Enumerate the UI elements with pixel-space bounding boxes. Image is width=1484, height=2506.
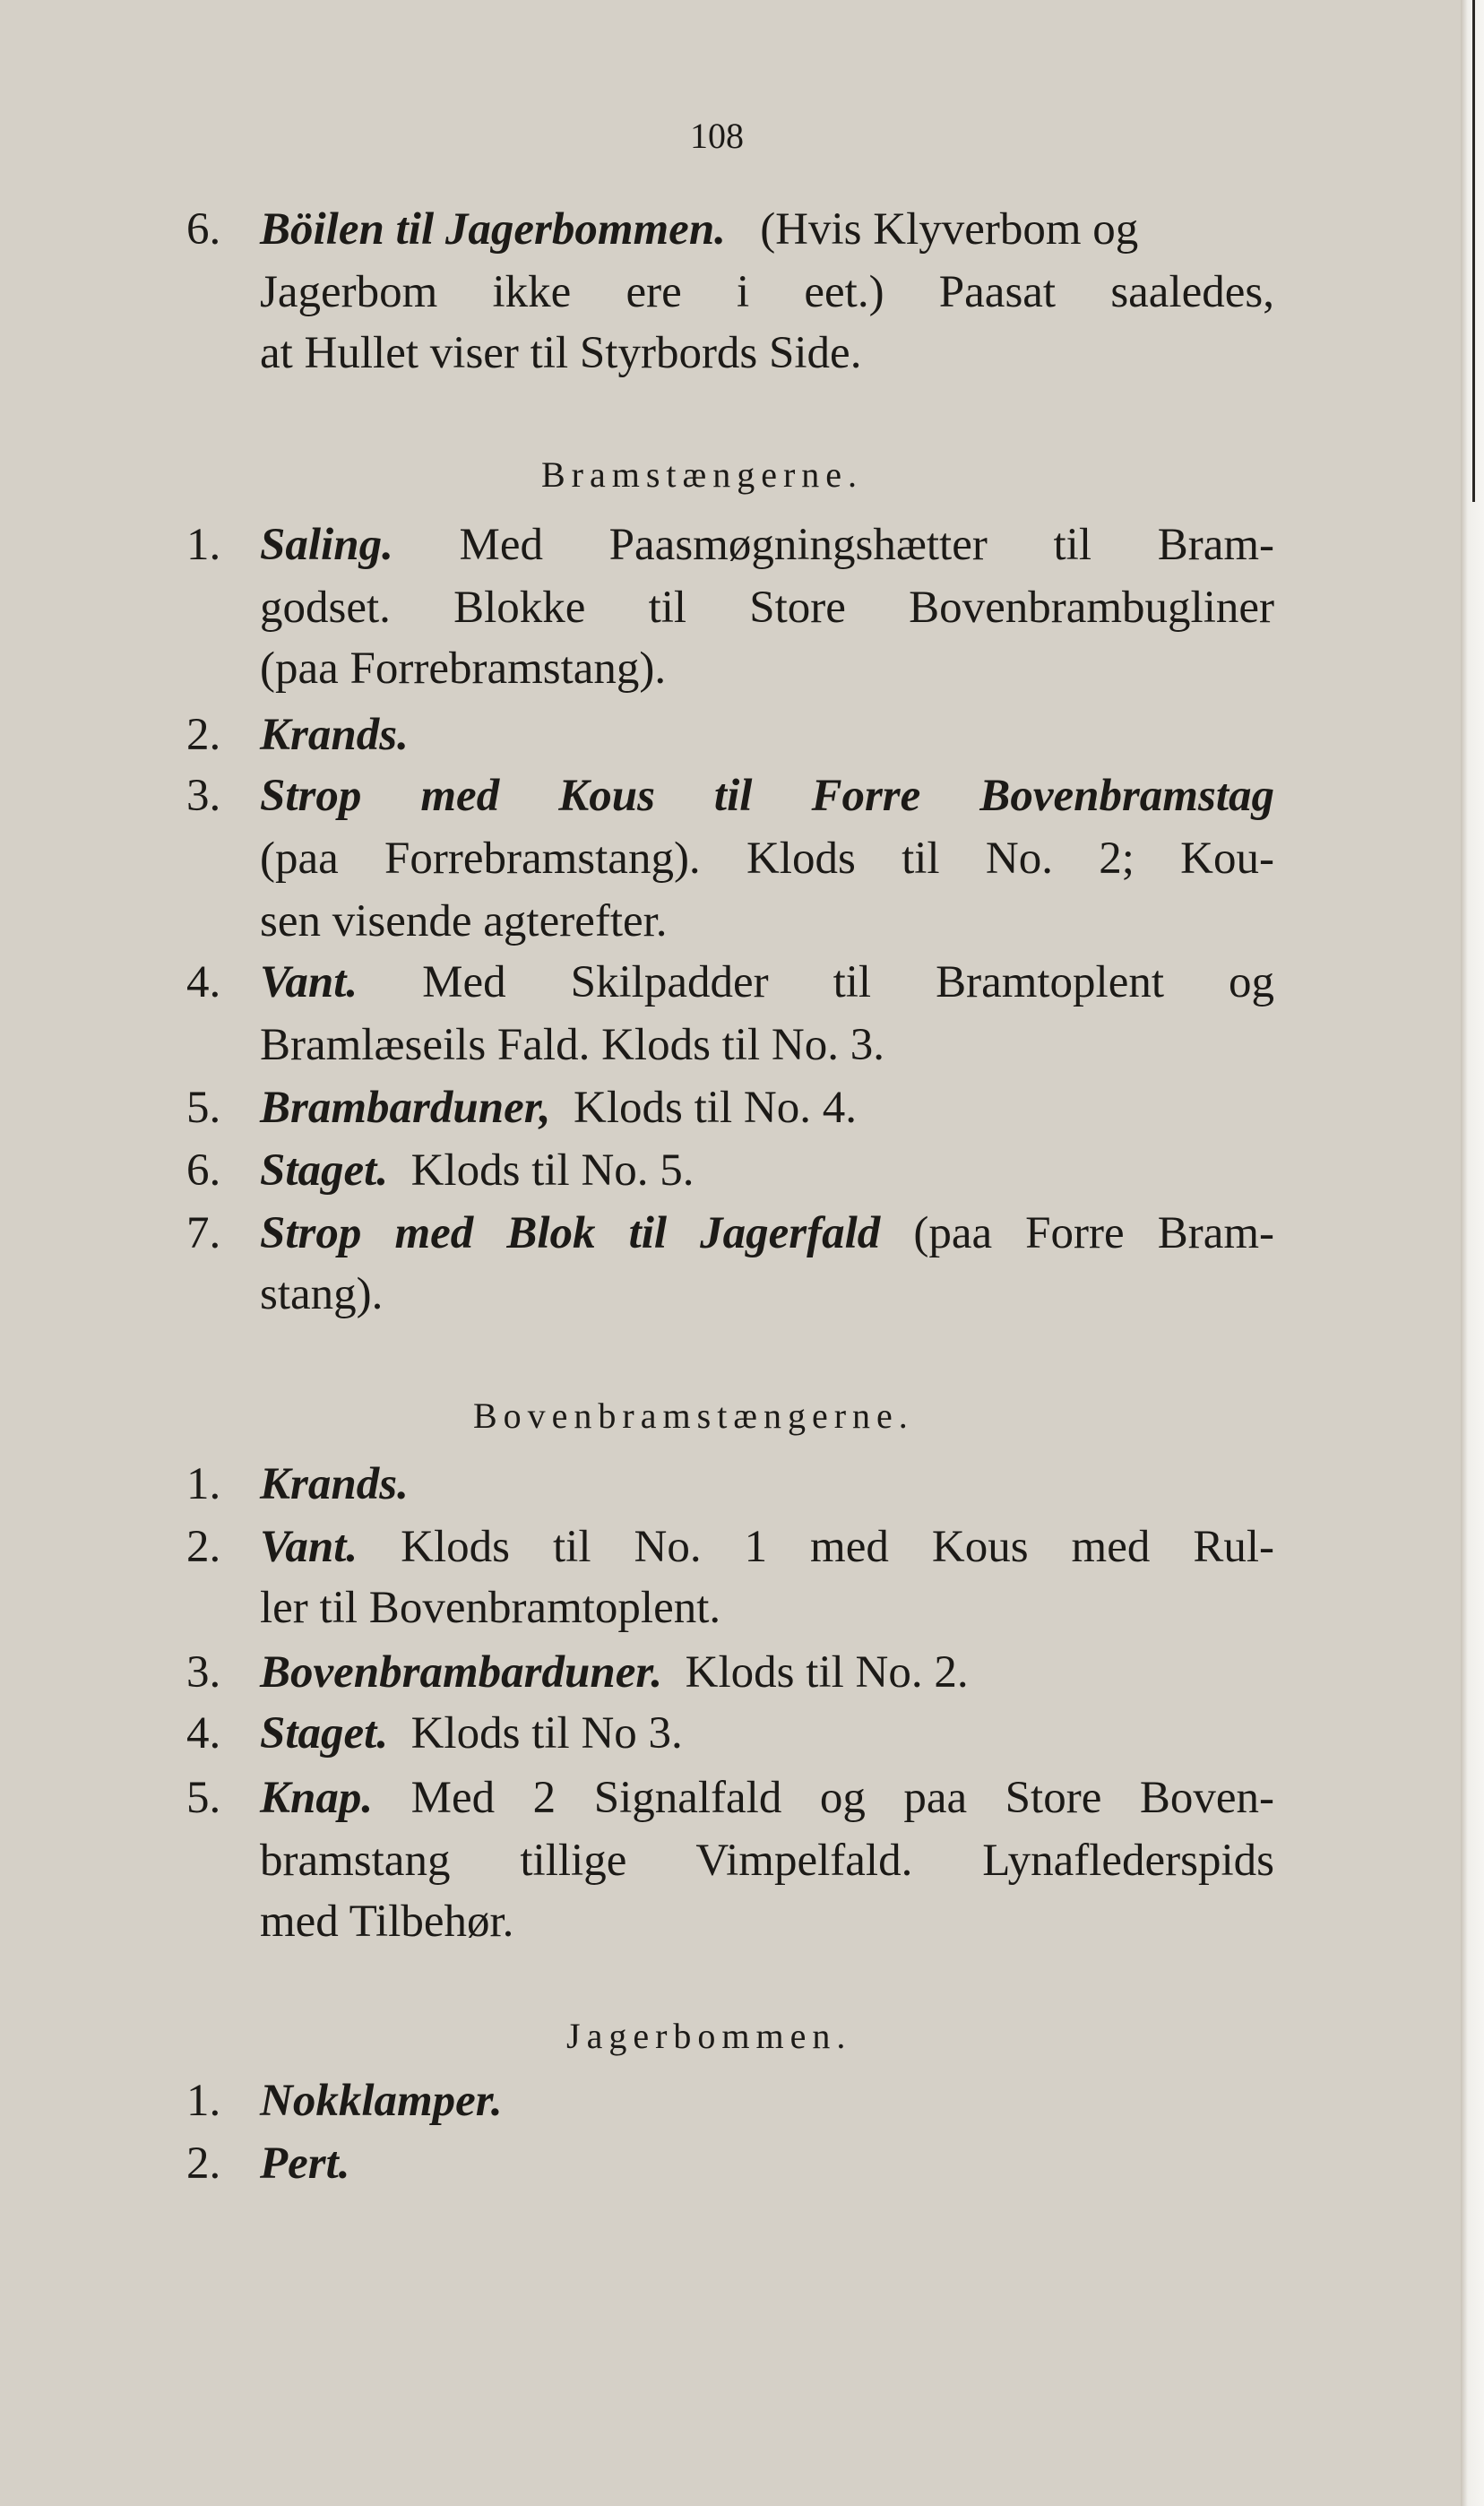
item-text: Klods til No 3. (410, 1708, 683, 1759)
item-text: Med Skilpadder til Bramtoplent og (422, 957, 1275, 1007)
section-heading: Bovenbramstængerne. (473, 1396, 914, 1436)
item-text: sen visende agterefter. (260, 896, 668, 946)
item-title: Pert. (260, 2139, 350, 2189)
item-number: 1. (186, 520, 221, 570)
item-title: Vant. (260, 1522, 358, 1572)
item-text: (paa Forrebramstang). Klods til No. 2; Kou- (260, 834, 1274, 884)
item-title: Knap. (260, 1773, 374, 1823)
item-text: ler til Bovenbramtoplent. (260, 1583, 721, 1633)
item-title: Staget. (260, 1708, 389, 1759)
item-text: Klods til No. 5. (410, 1145, 695, 1196)
item-text: godset. Blokke til Store Bovenbrambugliner (260, 583, 1274, 633)
page-edge-shadow (1472, 0, 1475, 502)
item-text: Bramlæseils Fald. Klods til No. 3. (260, 1020, 885, 1070)
item-text: (Hvis Klyverbom og (760, 204, 1139, 255)
item-text: Med 2 Signalfald og paa Store Boven- (410, 1773, 1274, 1823)
item-title: Krands. (260, 1459, 409, 1509)
item-number: 6. (186, 204, 221, 255)
item-number: 3. (186, 1647, 221, 1698)
item-number: 5. (186, 1083, 221, 1133)
item-text: Klods til No. 1 med Kous med Rul- (401, 1522, 1274, 1572)
item-title: Strop med Blok til Jagerfald (260, 1208, 881, 1258)
item-title: Krands. (260, 710, 409, 760)
item-number: 4. (186, 1708, 221, 1759)
item-number: 4. (186, 957, 221, 1007)
item-number: 7. (186, 1208, 221, 1258)
item-title: Strop med Kous til Forre Bovenbramstag (260, 771, 1274, 821)
item-text: Klods til No. 2. (685, 1647, 969, 1698)
item-text: at Hullet viser til Styrbords Side. (260, 328, 862, 378)
item-title: Brambarduner, (260, 1083, 551, 1133)
item-number: 1. (186, 2076, 221, 2126)
item-text: bramstang tillige Vimpelfald. Lynaflederspids (260, 1836, 1274, 1886)
section-heading: Jagerbommen. (566, 2016, 852, 2056)
item-number: 2. (186, 1522, 221, 1572)
item-number: 2. (186, 2139, 221, 2189)
item-text: Jagerbom ikke ere i eet.) Paasat saaledes, (260, 267, 1274, 317)
item-title: Staget. (260, 1145, 389, 1196)
item-title: Bovenbrambarduner. (260, 1647, 663, 1698)
page-number: 108 (690, 116, 744, 156)
section-heading: Bramstængerne. (541, 454, 864, 495)
item-number: 5. (186, 1773, 221, 1823)
item-title: Nokklamper. (260, 2076, 503, 2126)
item-text: Klods til No. 4. (574, 1083, 857, 1133)
item-title: Böilen til Jagerbommen. (260, 204, 726, 255)
item-text: (paa Forrebramstang). (260, 644, 667, 694)
item-number: 2. (186, 710, 221, 760)
item-text: stang). (260, 1269, 384, 1319)
item-number: 3. (186, 771, 221, 821)
item-text: med Tilbehør. (260, 1897, 514, 1947)
item-text: Med Paasmøgningshætter til Bram- (459, 520, 1274, 570)
item-title: Saling. (260, 520, 393, 570)
item-number: 1. (186, 1459, 221, 1509)
item-title: Vant. (260, 957, 358, 1007)
item-text: (paa Forre Bram- (913, 1208, 1275, 1258)
item-number: 6. (186, 1145, 221, 1196)
